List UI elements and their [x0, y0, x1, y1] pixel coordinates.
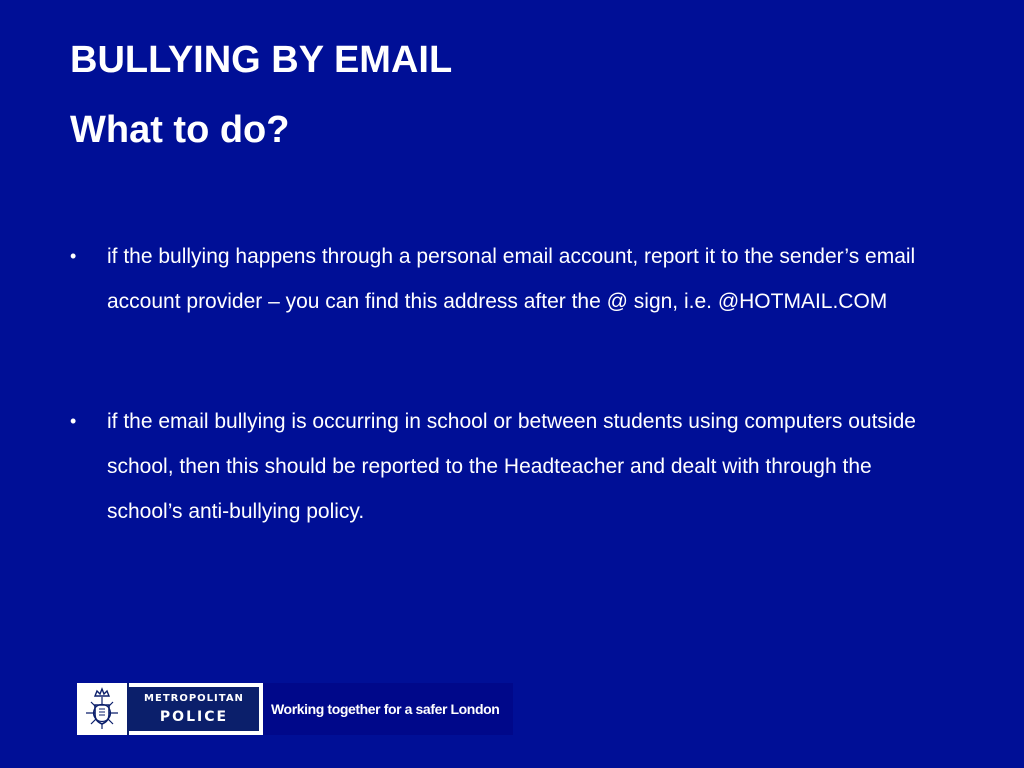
- bullet-item: [70, 234, 950, 324]
- bullet-item: [70, 399, 950, 534]
- logo-line-metropolitan: METROPOLITAN: [144, 693, 244, 704]
- logo-wordmark: [129, 687, 259, 731]
- bullet-marker: •: [70, 411, 77, 431]
- metropolitan-police-logo: [77, 683, 263, 735]
- strapline-text: Working together for a safer London: [271, 701, 500, 717]
- bullet-text: if the email bullying is occurring in school or between students using computers outside school, then this should be reported to the Headteacher and dealt with through the school’s anti-bullying policy.: [107, 410, 916, 523]
- strapline-box: [263, 683, 513, 735]
- slide-subtitle: What to do?: [70, 109, 290, 151]
- logo-line-police: POLICE: [159, 709, 229, 725]
- police-crest-icon: [77, 683, 129, 735]
- slide-title: BULLYING BY EMAIL: [70, 39, 453, 81]
- bullet-list: [70, 234, 950, 534]
- bullet-marker: •: [70, 246, 77, 266]
- bullet-text: if the bullying happens through a personal email account, report it to the sender’s email account provider – you can find this address after the @ sign, i.e. @HOTMAIL.COM: [107, 245, 916, 313]
